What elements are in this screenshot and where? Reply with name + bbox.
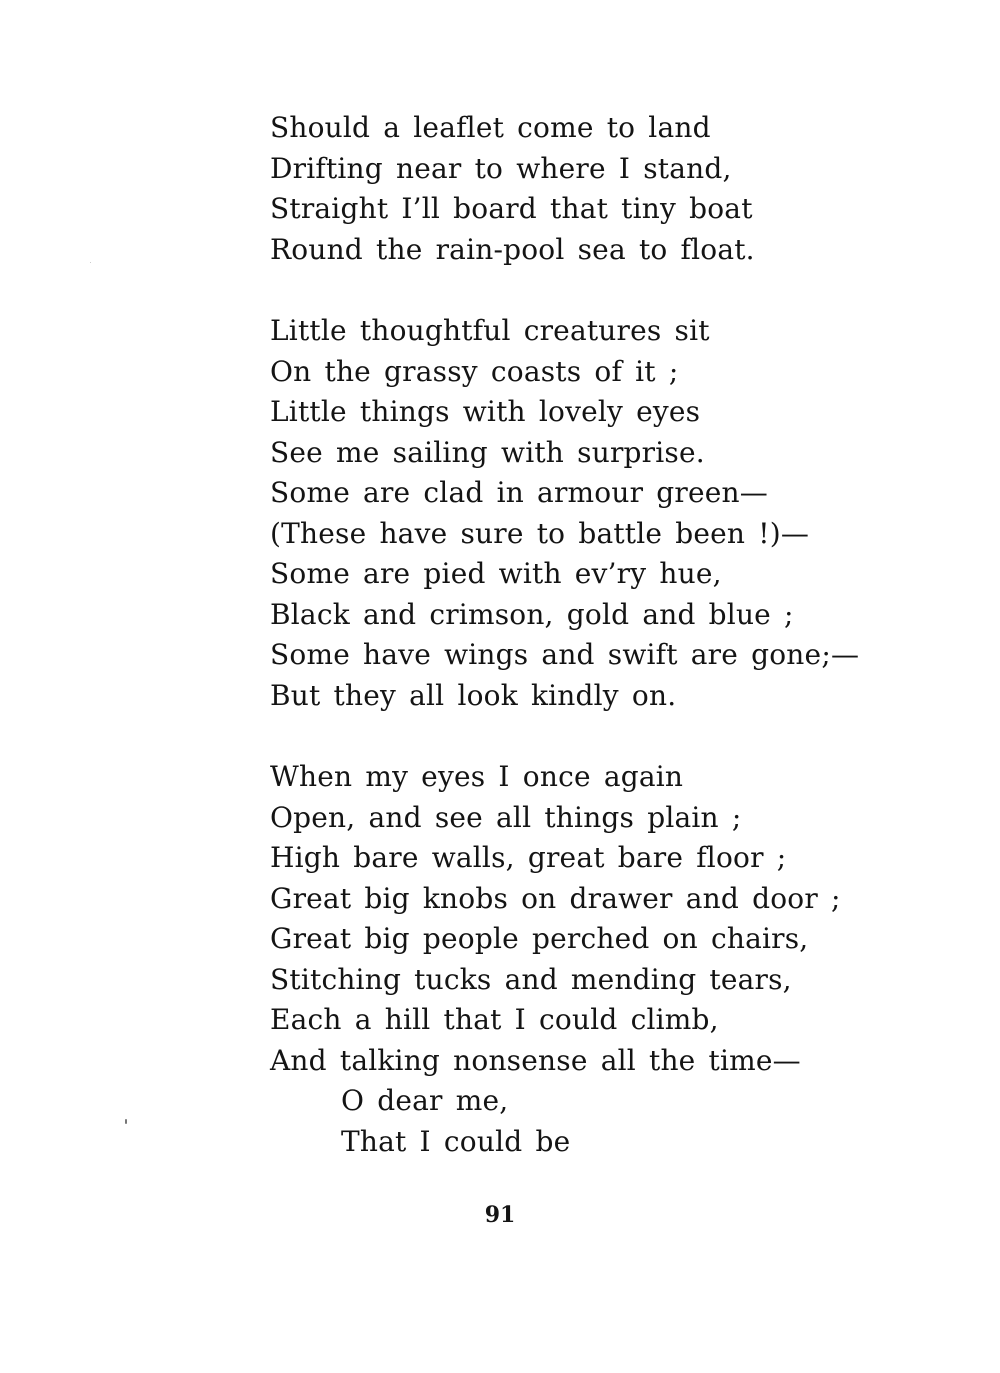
poem-line: Some are clad in armour green— <box>270 476 768 509</box>
poem-line: Little things with lovely eyes <box>270 395 701 428</box>
poem-line: But they all look kindly on. <box>270 678 677 712</box>
print-speck <box>90 262 91 263</box>
poem-line: Some are pied with ev’ry hue, <box>270 557 722 590</box>
poem-line: Should a leaflet come to land <box>270 111 711 144</box>
stanza <box>270 311 870 716</box>
poem-line: Drifting near to where I stand, <box>270 151 732 185</box>
poem-line: Black and crimson, gold and blue ; <box>270 597 794 631</box>
poem-line: Great big knobs on drawer and door ; <box>270 881 841 915</box>
poem-line: That I could be <box>341 1124 571 1158</box>
poem-line: Some have wings and swift are gone;— <box>270 638 860 671</box>
poem-line: Each a hill that I could climb, <box>270 1003 719 1036</box>
poem-line: (These have sure to battle been !)— <box>270 516 810 550</box>
poem-text <box>270 108 870 1203</box>
poem-line: See me sailing with surprise. <box>270 435 705 469</box>
poem-line: Stitching tucks and mending tears, <box>270 962 792 996</box>
stanza <box>270 757 870 1162</box>
poem-line: High bare walls, great bare floor ; <box>270 841 787 874</box>
poem-line: Open, and see all things plain ; <box>270 800 742 834</box>
poem-line: Round the rain-pool sea to float. <box>270 232 755 266</box>
poem-line: Straight I’ll board that tiny boat <box>270 192 753 225</box>
print-speck <box>125 1119 127 1124</box>
poem-line: O dear me, <box>341 1084 509 1117</box>
poem-line: When my eyes I once again <box>270 760 684 793</box>
poem-line: And talking nonsense all the time— <box>270 1043 801 1077</box>
stanza <box>270 108 870 270</box>
poem-line: Great big people perched on chairs, <box>270 922 809 955</box>
poem-line: On the grassy coasts of it ; <box>270 354 679 388</box>
poem-line: Little thoughtful creatures sit <box>270 314 710 347</box>
page-number: 91 <box>484 1202 516 1228</box>
